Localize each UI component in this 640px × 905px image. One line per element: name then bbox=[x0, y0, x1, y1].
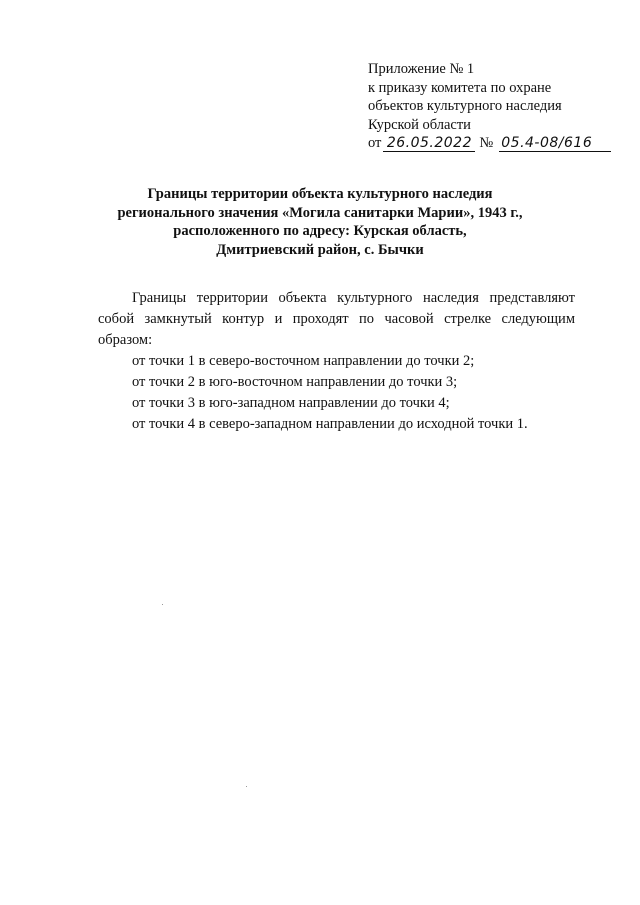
number-sign: № bbox=[479, 135, 494, 151]
date-prefix: от bbox=[368, 135, 382, 151]
boundary-item-3: от точки 3 в юго-западном направлении до точки 4; bbox=[132, 395, 450, 411]
document-body bbox=[98, 288, 575, 435]
document-title bbox=[100, 185, 540, 259]
appendix-order-line: к приказу комитета по охране bbox=[368, 79, 552, 96]
scan-speck bbox=[246, 786, 247, 787]
boundary-item-1: от точки 1 в северо-восточном направлении до точки 2; bbox=[132, 353, 475, 369]
order-date-handwritten: 26.05.2022 bbox=[383, 135, 475, 152]
title-line-1: Границы территории объекта культурного наследия bbox=[147, 186, 493, 202]
order-date-number-line bbox=[368, 134, 611, 153]
title-line-2: регионального значения «Могила санитарки Марии», 1943 г., bbox=[117, 204, 523, 221]
scan-speck bbox=[162, 604, 163, 605]
appendix-committee-line: объектов культурного наследия bbox=[368, 98, 562, 114]
title-line-3: расположенного по адресу: Курская область, bbox=[173, 223, 467, 240]
intro-paragraph: Границы территории объекта культурного наследия представляют собой замкнутый контур и проходят по часовой стрелке следующим образом: bbox=[98, 290, 575, 348]
appendix-region-line: Курской области bbox=[368, 116, 471, 133]
title-line-4: Дмитриевский район, с. Бычки bbox=[216, 241, 424, 258]
appendix-title: Приложение № 1 bbox=[368, 61, 475, 77]
boundary-item-2: от точки 2 в юго-восточном направлении до точки 3; bbox=[132, 374, 458, 390]
appendix-block bbox=[368, 60, 611, 153]
boundary-item-4: от точки 4 в северо-западном направлении до исходной точки 1. bbox=[132, 416, 528, 432]
order-number-handwritten: 05.4-08/616 bbox=[499, 135, 611, 152]
